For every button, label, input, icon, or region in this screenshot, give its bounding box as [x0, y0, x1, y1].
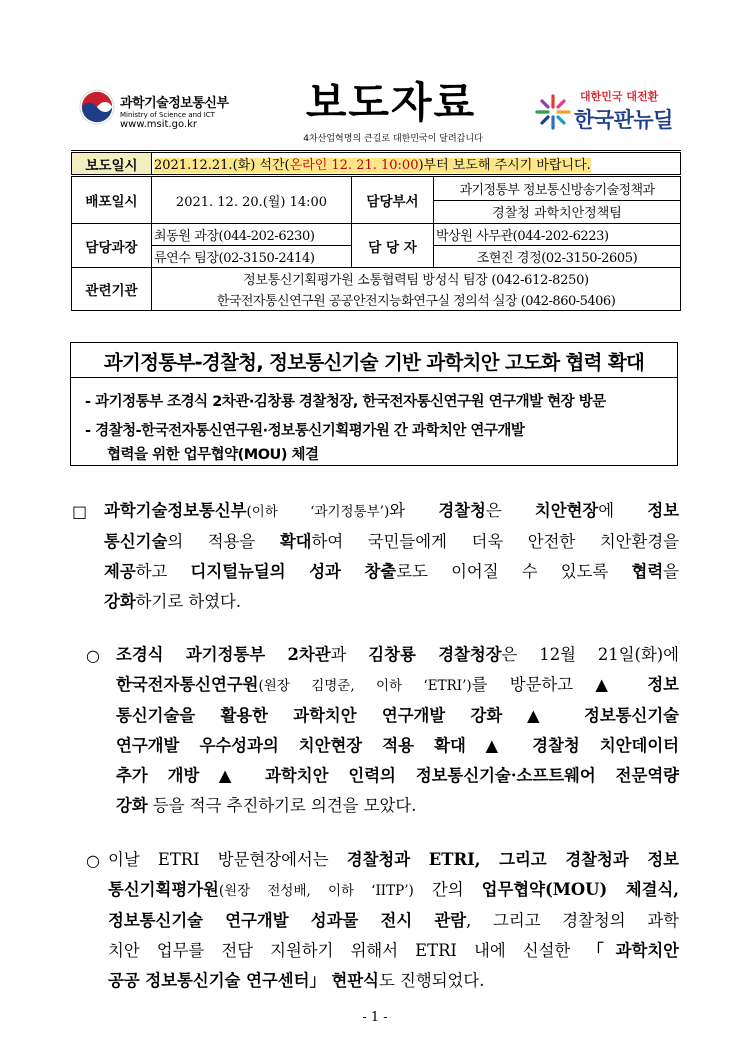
text: 은 12월 21일(화)에 [501, 645, 680, 664]
subheadline-1: - 과기정통부 조경식 2차관·김창룡 경찰청장, 한국전자통신연구원 연구개발 현장 방문 [85, 394, 606, 410]
p3-line-1 [108, 845, 679, 875]
text: (원장 김명준, 이하 ‘ETRI’) [258, 678, 472, 694]
text: 을 [663, 562, 679, 581]
text: , 그리고 경찰청의 과학 [466, 911, 680, 930]
text: 하여 국민들에게 더욱 안전한 치안환경을 [311, 532, 679, 551]
subheadline-2b: 협력을 위한 업무협약(MOU) 체결 [107, 447, 319, 463]
p1-line-2 [104, 527, 679, 557]
department-label: 담당부서 [352, 176, 434, 224]
staff-2: 조현진 경정(02-3150-2605) [434, 246, 681, 268]
text: 와 [389, 501, 439, 520]
staff-label: 담 당 자 [352, 224, 434, 268]
text-bold: 통신기술 [104, 532, 168, 551]
release-note: )부터 보도해 주시기 바랍니다. [418, 158, 591, 173]
text-bold: 디지털뉴딜의 성과 창출 [190, 562, 397, 581]
text-bold: 강화 [104, 592, 136, 611]
text: 이날 ETRI 방문현장에서는 [108, 850, 347, 869]
paragraph-3-bullet: ○ [86, 851, 100, 870]
paragraph-1 [104, 496, 679, 617]
paragraph-3 [108, 845, 679, 996]
text: 도 진행되었다. [379, 971, 485, 990]
department-1: 과기정통부 정보통신방송기술정책과 [434, 176, 681, 201]
paragraph-1-bullet: □ [72, 502, 88, 521]
newdeal-title: 한국판뉴딜 [574, 108, 673, 132]
p1-line-4 [104, 587, 679, 617]
release-label: 보도일시 [72, 152, 152, 176]
release-value [152, 152, 681, 176]
paragraph-2-bullet: ○ [86, 646, 100, 665]
related-row [72, 268, 681, 290]
text-bold: 정보통신기술 연구개발 성과물 전시 관람 [108, 911, 467, 930]
release-date: 2021.12.21.(화) 석간( [154, 158, 290, 173]
text-bold: 경찰청 [438, 501, 486, 520]
text-bold: 업무협약(MOU) 체결식, [481, 880, 679, 899]
p2-line-1 [116, 640, 679, 670]
text-bold: 한국전자통신연구원 [116, 675, 259, 694]
distribution-value: 2021. 12. 20.(월) 14:00 [152, 176, 352, 224]
text-bold: 정보통신기술 [584, 706, 680, 725]
p2-line-3 [116, 701, 679, 731]
text: 간의 [413, 880, 482, 899]
department-2: 경찰청 과학치안정책팀 [434, 200, 681, 223]
p3-line-5 [108, 966, 679, 996]
text: ▲ [502, 706, 585, 725]
p1-line-1 [104, 496, 679, 527]
page-number: - 1 - [362, 1010, 388, 1025]
p2-line-2 [116, 670, 679, 701]
manager-2: 류연수 팀장(02-3150-2414) [152, 246, 352, 268]
text: 하기로 하였다. [135, 592, 242, 611]
text: (원장 전성배, 이하 ‘IITP’) [218, 883, 414, 899]
ministry-url: www.msit.go.kr [120, 119, 197, 130]
text-bold: 연구개발 우수성과의 치안현장 적용 확대 [116, 736, 466, 755]
text-bold: 공공 정보통신기술 연구센터」 현판식 [108, 971, 380, 990]
headline-title: 과기정통부-경찰청, 정보통신기술 기반 과학치안 고도화 협력 확대 [103, 351, 645, 374]
related-label: 관련기관 [72, 268, 152, 311]
text-bold: 과학치안 인력의 정보통신기술·소프트웨어 전문역량 [265, 766, 679, 785]
text-bold: 경찰청과 ETRI, 그리고 경찰청과 정보 [346, 850, 680, 869]
text-bold: 정보 [647, 675, 679, 694]
text: ▲ [465, 736, 533, 755]
p1-line-3 [104, 557, 679, 587]
manager-1: 최동원 과장(044-202-6230) [152, 224, 352, 246]
text: 의 적용을 [167, 532, 280, 551]
manager-label: 담당과장 [72, 224, 152, 268]
text-bold: 조경식 과기정통부 2차관 [116, 645, 331, 664]
text-bold: 과학기술정보통신부 [104, 501, 247, 520]
release-row [72, 152, 681, 176]
slogan: 4차산업혁명의 큰길로 대한민국이 달려갑니다 [303, 134, 483, 144]
subheadline-2a: - 경찰청-한국전자통신연구원·정보통신기획평가원 간 과학치안 연구개발 [85, 423, 525, 439]
p3-line-2 [108, 875, 679, 906]
p2-line-4 [116, 731, 679, 761]
p2-line-5 [116, 761, 679, 791]
text-bold: 치안현장 [534, 501, 599, 520]
text: (이하 ‘과기정통부’) [246, 504, 390, 520]
ministry-emblem-icon [78, 88, 116, 126]
text: 과 [330, 645, 369, 664]
text: 등을 적극 추진하기로 의견을 모았다. [147, 796, 417, 815]
p3-line-4 [108, 936, 679, 966]
text: ▲ [199, 766, 266, 785]
text: 로도 이어질 수 있도록 [396, 562, 632, 581]
newdeal-logo-icon [533, 92, 573, 132]
distribution-row [72, 176, 681, 201]
text: 은 [485, 501, 535, 520]
text-bold: 「과학치안 [587, 941, 679, 960]
page-title: 보도자료 [305, 78, 477, 127]
text-bold: 통신기획평가원 [108, 880, 219, 899]
distribution-label: 배포일시 [72, 176, 152, 224]
text-bold: 정보 [647, 501, 680, 520]
headline-box [70, 342, 678, 466]
text-bold: 경찰청 치안데이터 [532, 736, 679, 755]
release-info-table [71, 150, 681, 311]
text: 하고 [135, 562, 191, 581]
text: 에 [598, 501, 648, 520]
newdeal-subtitle: 대한민국 대전환 [580, 90, 659, 103]
staff-1: 박상원 사무관(044-202-6223) [434, 224, 681, 246]
text: 치안 업무를 전담 지원하기 위해서 ETRI 내에 신설한 [108, 941, 588, 960]
release-online-time: 온라인 12. 21. 10:00 [289, 158, 419, 173]
text-bold: 확대 [279, 532, 312, 551]
text-bold: 추가 개방 [116, 766, 200, 785]
text: 를 방문하고 ▲ [471, 675, 648, 694]
text-bold: 통신기술을 활용한 과학치안 연구개발 강화 [116, 706, 503, 725]
text-bold: 김창룡 경찰청장 [368, 645, 502, 664]
related-2: 한국전자통신연구원 공공안전지능화연구실 정의석 실장 (042-860-5406) [152, 289, 681, 311]
p3-line-3 [108, 906, 679, 936]
ministry-name: 과학기술정보통신부 [120, 96, 229, 111]
p2-line-6 [116, 791, 679, 821]
manager-row [72, 224, 681, 246]
related-1: 정보통신기획평가원 소통협력팀 방성식 팀장 (042-612-8250) [152, 268, 681, 290]
text-bold: 강화 [116, 796, 148, 815]
text-bold: 제공 [104, 562, 136, 581]
text-bold: 협력 [631, 562, 664, 581]
paragraph-2 [116, 640, 679, 821]
ministry-english-name: Ministry of Science and ICT [120, 111, 215, 119]
headline-divider [71, 377, 677, 378]
